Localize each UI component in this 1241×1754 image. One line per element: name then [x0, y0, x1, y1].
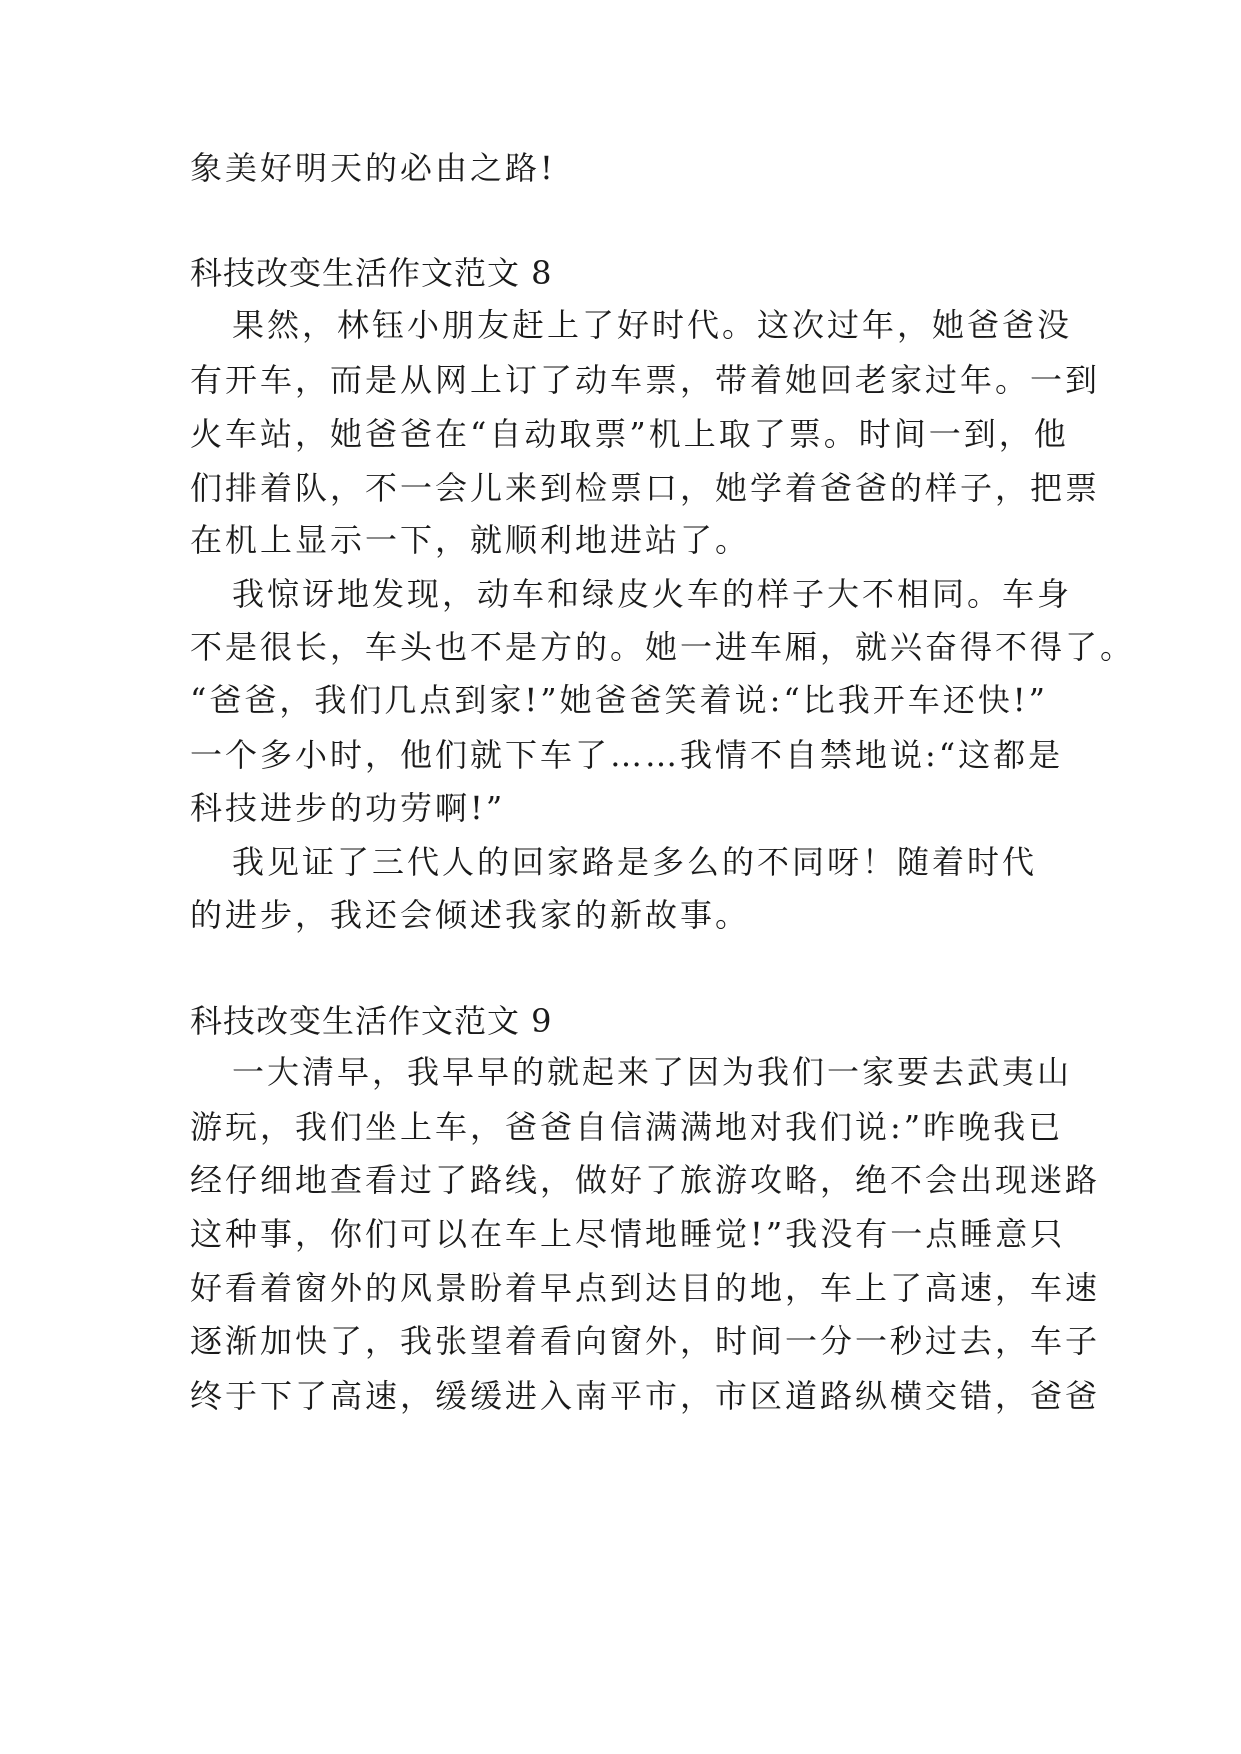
paragraph-line: 果然，林钰小朋友赶上了好时代。这次过年，她爸爸没	[232, 306, 1073, 344]
paragraph-line: “爸爸，我们几点到家!”她爸爸笑着说:“比我开车还快!”	[190, 681, 1048, 719]
paragraph-line: 有开车，而是从网上订了动车票，带着她回老家过年。一到	[190, 361, 1101, 399]
paragraph-line: 一大清早，我早早的就起来了因为我们一家要去武夷山	[232, 1053, 1073, 1091]
opening-line: 象美好明天的必由之路!	[190, 149, 556, 187]
paragraph-line: 逐渐加快了，我张望着看向窗外，时间一分一秒过去，车子	[190, 1322, 1101, 1360]
paragraph-line: 在机上显示一下，就顺利地进站了。	[190, 521, 751, 559]
paragraph-line: 一个多小时，他们就下车了……我情不自禁地说:“这都是	[190, 736, 1064, 774]
paragraph-line: 我见证了三代人的回家路是多么的不同呀！随着时代	[232, 843, 1038, 881]
paragraph-line: 这种事，你们可以在车上尽情地睡觉!”我没有一点睡意只	[190, 1215, 1066, 1253]
paragraph-line: 科技进步的功劳啊!”	[190, 789, 506, 827]
paragraph-line: 的进步，我还会倾述我家的新故事。	[190, 896, 751, 934]
paragraph-line: 终于下了高速，缓缓进入南平市，市区道路纵横交错，爸爸	[190, 1377, 1101, 1415]
paragraph-line: 火车站，她爸爸在“自动取票”机上取了票。时间一到，他	[190, 415, 1069, 453]
paragraph-line: 经仔细地查看过了路线，做好了旅游攻略，绝不会出现迷路	[190, 1161, 1101, 1199]
paragraph-line: 好看着窗外的风景盼着早点到达目的地，车上了高速，车速	[190, 1269, 1101, 1307]
paragraph-line: 我惊讶地发现，动车和绿皮火车的样子大不相同。车身	[232, 575, 1073, 613]
paragraph-line: 游玩，我们坐上车，爸爸自信满满地对我们说:”昨晚我已	[190, 1108, 1064, 1146]
section-8-title: 科技改变生活作文范文 8	[190, 254, 553, 292]
paragraph-line: 们排着队，不一会儿来到检票口，她学着爸爸的样子，把票	[190, 469, 1101, 507]
section-9-title: 科技改变生活作文范文 9	[190, 1002, 553, 1040]
paragraph-line: 不是很长，车头也不是方的。她一进车厢，就兴奋得不得了。	[190, 628, 1136, 666]
